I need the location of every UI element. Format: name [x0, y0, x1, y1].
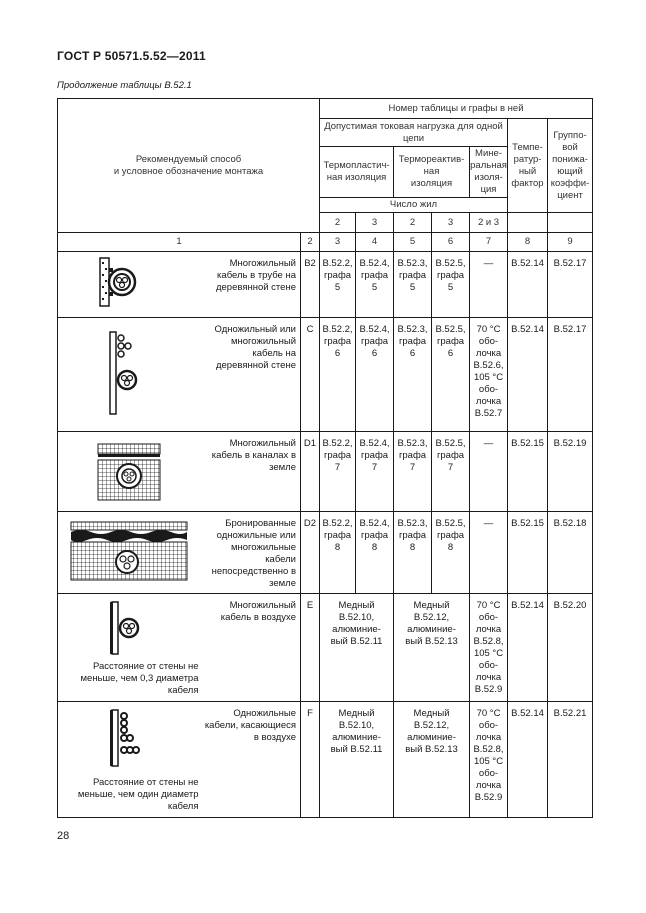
table-cell: 70 °С обо- лочка В.52.8, 105 °С обо- лочка В.52.9	[470, 702, 508, 818]
column-number: 8	[508, 233, 548, 252]
table-caption: Продолжение таблицы В.52.1	[57, 80, 192, 91]
header-empty	[548, 213, 593, 233]
table-cell: В.52.14	[508, 594, 548, 702]
installation-code: F	[301, 702, 320, 818]
header-cores: Число жил	[320, 198, 508, 213]
header-temperature-factor: Темпе- ратур- ный фактор	[508, 119, 548, 213]
installation-description: Одножильные кабели, касающиеся в воздухе	[201, 702, 301, 818]
table-cell: В.52.15	[508, 432, 548, 512]
header-cores-2: 2	[320, 213, 356, 233]
cable-in-ground-duct-icon	[94, 440, 164, 504]
installation-pictogram	[58, 318, 201, 432]
column-number: 7	[470, 233, 508, 252]
installation-description: Многожильный кабель в трубе на деревянной стене	[201, 252, 301, 318]
table-cell: Медный В.52.12, алюминие- вый В.52.13	[394, 594, 470, 702]
installation-code: D2	[301, 512, 320, 594]
installation-description: Многожильный кабель в воздухе	[201, 594, 301, 702]
table-cell: В.52.4, графа 5	[356, 252, 394, 318]
installation-code: B2	[301, 252, 320, 318]
header-group-factor: Группо- вой понижа- ющий коэффи- циент	[548, 119, 593, 213]
installation-pictogram	[58, 702, 201, 818]
table-cell: В.52.2, графа 7	[320, 432, 356, 512]
table-cell: Медный В.52.12, алюминие- вый В.52.13	[394, 702, 470, 818]
document-title: ГОСТ Р 50571.5.52—2011	[57, 49, 206, 63]
table-cell: В.52.3, графа 7	[394, 432, 432, 512]
table-cell: В.52.3, графа 5	[394, 252, 432, 318]
table-cell: В.52.5, графа 8	[432, 512, 470, 594]
header-installation-method: Рекомендуемый способ и условное обозначение монтажа	[58, 99, 320, 233]
column-number: 9	[548, 233, 593, 252]
column-number: 4	[356, 233, 394, 252]
cable-in-conduit-on-wooden-wall-icon	[94, 252, 164, 312]
table-cell: В.52.4, графа 7	[356, 432, 394, 512]
single-core-cables-touching-in-air-icon	[94, 708, 164, 768]
installation-note: Расстояние от стены не меньше, чем один диаметр кабеля	[77, 777, 199, 812]
table-cell: В.52.14	[508, 702, 548, 818]
table-cell: В.52.17	[548, 318, 593, 432]
table-row	[58, 702, 593, 818]
table-cell: В.52.3, графа 8	[394, 512, 432, 594]
installation-description: Одножильный или многожильный кабель на деревянной стене	[201, 318, 301, 432]
header-cores-2-and-3: 2 и 3	[470, 213, 508, 233]
installation-description: Бронированные одножильные или многожильные кабели непосредственно в земле	[201, 512, 301, 594]
current-capacity-table	[57, 98, 593, 818]
table-cell: В.52.3, графа 6	[394, 318, 432, 432]
installation-note: Расстояние от стены не меньше, чем 0,3 диаметра кабеля	[80, 661, 199, 696]
installation-description: Многожильный кабель в каналах в земле	[201, 432, 301, 512]
installation-code: D1	[301, 432, 320, 512]
multicore-cable-in-air-icon	[94, 600, 164, 656]
page-number: 28	[57, 830, 70, 842]
header-mineral: Мине- ральная изоля- ция	[470, 147, 508, 198]
table-cell: В.52.4, графа 8	[356, 512, 394, 594]
installation-pictogram	[58, 432, 201, 512]
installation-pictogram	[58, 594, 201, 702]
column-number: 2	[301, 233, 320, 252]
cable-on-wooden-wall-icon	[94, 328, 164, 418]
column-number: 3	[320, 233, 356, 252]
table-row	[58, 318, 593, 432]
table-cell: В.52.14	[508, 318, 548, 432]
table-cell: —	[470, 432, 508, 512]
table-cell: В.52.4, графа 6	[356, 318, 394, 432]
installation-code: C	[301, 318, 320, 432]
table-cell: В.52.15	[508, 512, 548, 594]
header-table-numbers: Номер таблицы и графы в ней	[320, 99, 593, 119]
header-cores-2: 2	[394, 213, 432, 233]
column-number: 1	[58, 233, 301, 252]
header-thermoreactive: Термореактив- ная изоляция	[394, 147, 470, 198]
table-cell: В.52.2, графа 5	[320, 252, 356, 318]
table-cell: В.52.14	[508, 252, 548, 318]
table-row	[58, 512, 593, 594]
table-cell: 70 °С обо- лочка В.52.6, 105 °С обо- лочка В.52.7	[470, 318, 508, 432]
installation-pictogram	[58, 252, 201, 318]
table-cell: 70 °С обо- лочка В.52.8, 105 °С обо- лочка В.52.9	[470, 594, 508, 702]
header-current-capacity: Допустимая токовая нагрузка для одной цепи	[320, 119, 508, 147]
header-thermoplastic: Термопластич- ная изоляция	[320, 147, 394, 198]
table-cell: В.52.17	[548, 252, 593, 318]
table-cell: —	[470, 512, 508, 594]
header-cores-3: 3	[356, 213, 394, 233]
table-row	[58, 252, 593, 318]
table-row	[58, 432, 593, 512]
table-cell: —	[470, 252, 508, 318]
header-empty	[508, 213, 548, 233]
table-cell: В.52.19	[548, 432, 593, 512]
header-cores-3: 3	[432, 213, 470, 233]
table-cell: В.52.5, графа 7	[432, 432, 470, 512]
column-number: 6	[432, 233, 470, 252]
table-cell: В.52.2, графа 6	[320, 318, 356, 432]
column-number: 5	[394, 233, 432, 252]
installation-pictogram	[58, 512, 201, 594]
table-cell: В.52.2, графа 8	[320, 512, 356, 594]
table-cell: В.52.18	[548, 512, 593, 594]
table-cell: В.52.21	[548, 702, 593, 818]
table-cell: В.52.5, графа 6	[432, 318, 470, 432]
table-cell: В.52.20	[548, 594, 593, 702]
armored-cable-in-ground-icon	[69, 518, 189, 584]
table-cell: В.52.5, графа 5	[432, 252, 470, 318]
table-cell: Медный В.52.10, алюминие- вый В.52.11	[320, 702, 394, 818]
table-cell: Медный В.52.10, алюминие- вый В.52.11	[320, 594, 394, 702]
installation-code: E	[301, 594, 320, 702]
table-row	[58, 594, 593, 702]
